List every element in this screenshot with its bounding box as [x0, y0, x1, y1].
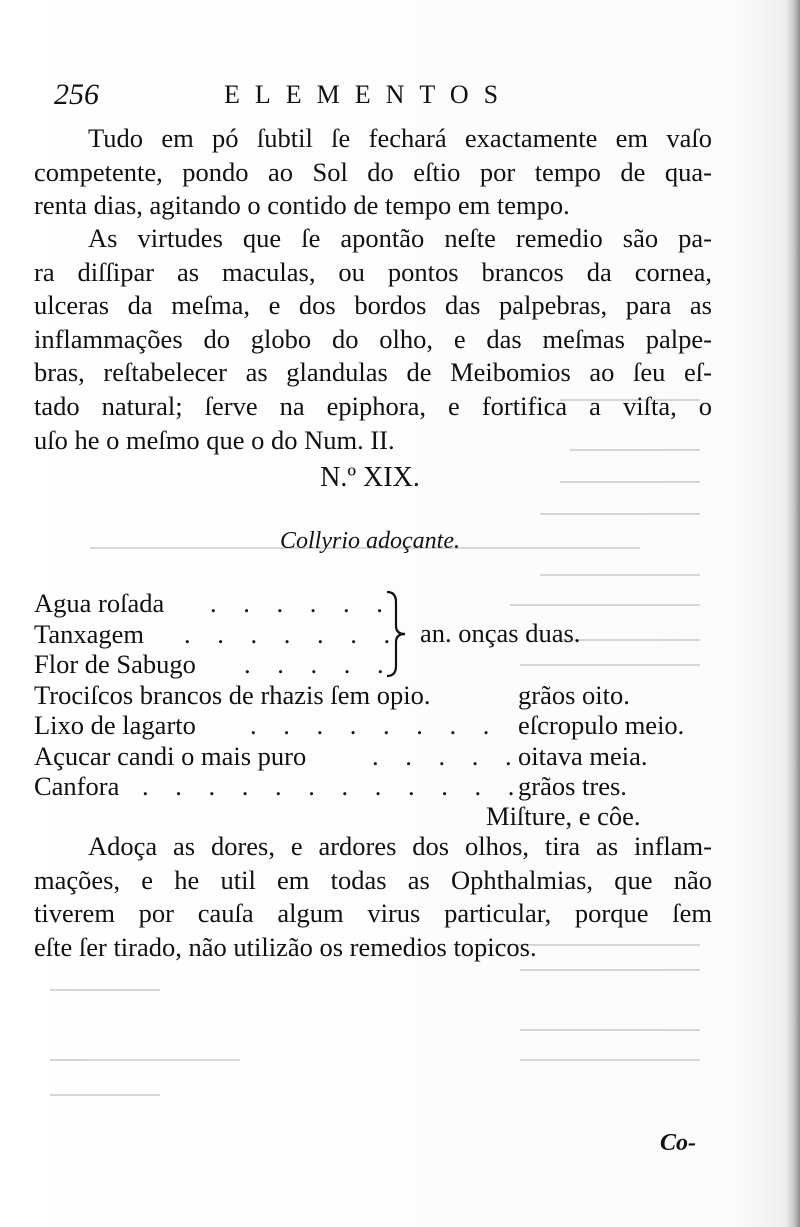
text-line: inflammações do globo do olho, e das meſmas palpe- — [34, 323, 712, 354]
ingredient-quantity: oitava meia. — [518, 740, 648, 771]
ingredient-quantity: eſcropulo meio. — [518, 710, 685, 740]
ingredient-quantity: grãos oito. — [518, 679, 630, 710]
ingredient-name: Agua roſada — [34, 588, 165, 618]
ingredient-name: Tanxagem — [34, 618, 144, 649]
text-line: eſte ſer tirado, não utilizão os remedios topicos. — [34, 931, 537, 962]
text-line: renta dias, agitando o contido de tempo em tempo. — [34, 190, 570, 221]
ingredient-name: Flor de Sabugo — [34, 649, 196, 679]
paragraph-virtues — [34, 222, 712, 457]
text-line: Adoça as dores, e ardores dos olhos, tira as inflam- — [88, 831, 712, 861]
text-line: uſo he o meſmo que o do Num. II. — [34, 424, 395, 455]
running-title: ELEMENTOS — [224, 80, 514, 109]
text-line: ra diſſipar as maculas, ou pontos brancos da cornea, — [34, 256, 712, 287]
catchword: Co- — [660, 1130, 696, 1156]
text-line: competente, pondo ao Sol do eſtio por tempo de qua- — [34, 156, 712, 187]
recipe-title: Collyrio adoçante. — [280, 528, 460, 554]
paragraph-effects — [34, 830, 712, 964]
page-number: 256 — [54, 78, 99, 111]
text-line: tiverem por cauſa algum virus particular, porque ſem — [34, 898, 712, 929]
text-line: bras, reſtabelecer as glandulas de Meibomios ao ſeu eſ- — [34, 357, 712, 388]
text-line: mações, e he util em todas as Ophthalmias, que não — [34, 864, 712, 895]
instruction-mix: Miſture, e côe. — [486, 801, 641, 831]
ingredient-name: Açucar candi o mais puro — [34, 740, 307, 771]
ingredient-row — [34, 680, 712, 711]
text-line: tado natural; ſerve na epiphora, e fortifica a viſta, o — [34, 390, 712, 421]
ingredient-row — [34, 619, 712, 650]
ingredient-row — [34, 771, 712, 802]
ingredient-row — [34, 710, 712, 741]
ingredient-row — [34, 649, 712, 680]
paragraph-preparation — [34, 122, 712, 223]
leader-dots: . . . . . — [372, 740, 522, 771]
ingredient-name: Trociſcos brancos de rhazis ſem opio. — [34, 679, 431, 710]
leader-dots: . . . . . — [244, 649, 394, 679]
leader-dots: . . . . . . . . . . . . — [142, 771, 525, 801]
text-line: Tudo em pó ſubtil ſe fechará exactamente em vaſo — [88, 123, 712, 153]
page-spine-shadow — [786, 0, 800, 1227]
ingredient-list — [34, 588, 712, 831]
ingredient-row — [34, 741, 712, 772]
ingredient-name: Canfora — [34, 771, 120, 801]
leader-dots: . . . . . . . — [184, 618, 401, 649]
text-line: As virtudes que ſe apontão neſte remedio são pa- — [88, 223, 712, 253]
ingredient-quantity: grãos tres. — [518, 771, 627, 801]
combined-quantity: an. onças duas. — [420, 618, 581, 648]
ingredient-name: Lixo de lagarto — [34, 710, 196, 740]
leader-dots: . . . . . . — [210, 588, 393, 618]
section-number: N.º XIX. — [320, 462, 420, 493]
leader-dots: . . . . . . . . — [250, 710, 500, 740]
text-line: ulceras da meſma, e dos bordos das palpebras, para as — [34, 290, 712, 321]
page-header — [54, 78, 694, 118]
ingredient-row — [34, 588, 712, 619]
right-curly-brace — [384, 590, 408, 678]
